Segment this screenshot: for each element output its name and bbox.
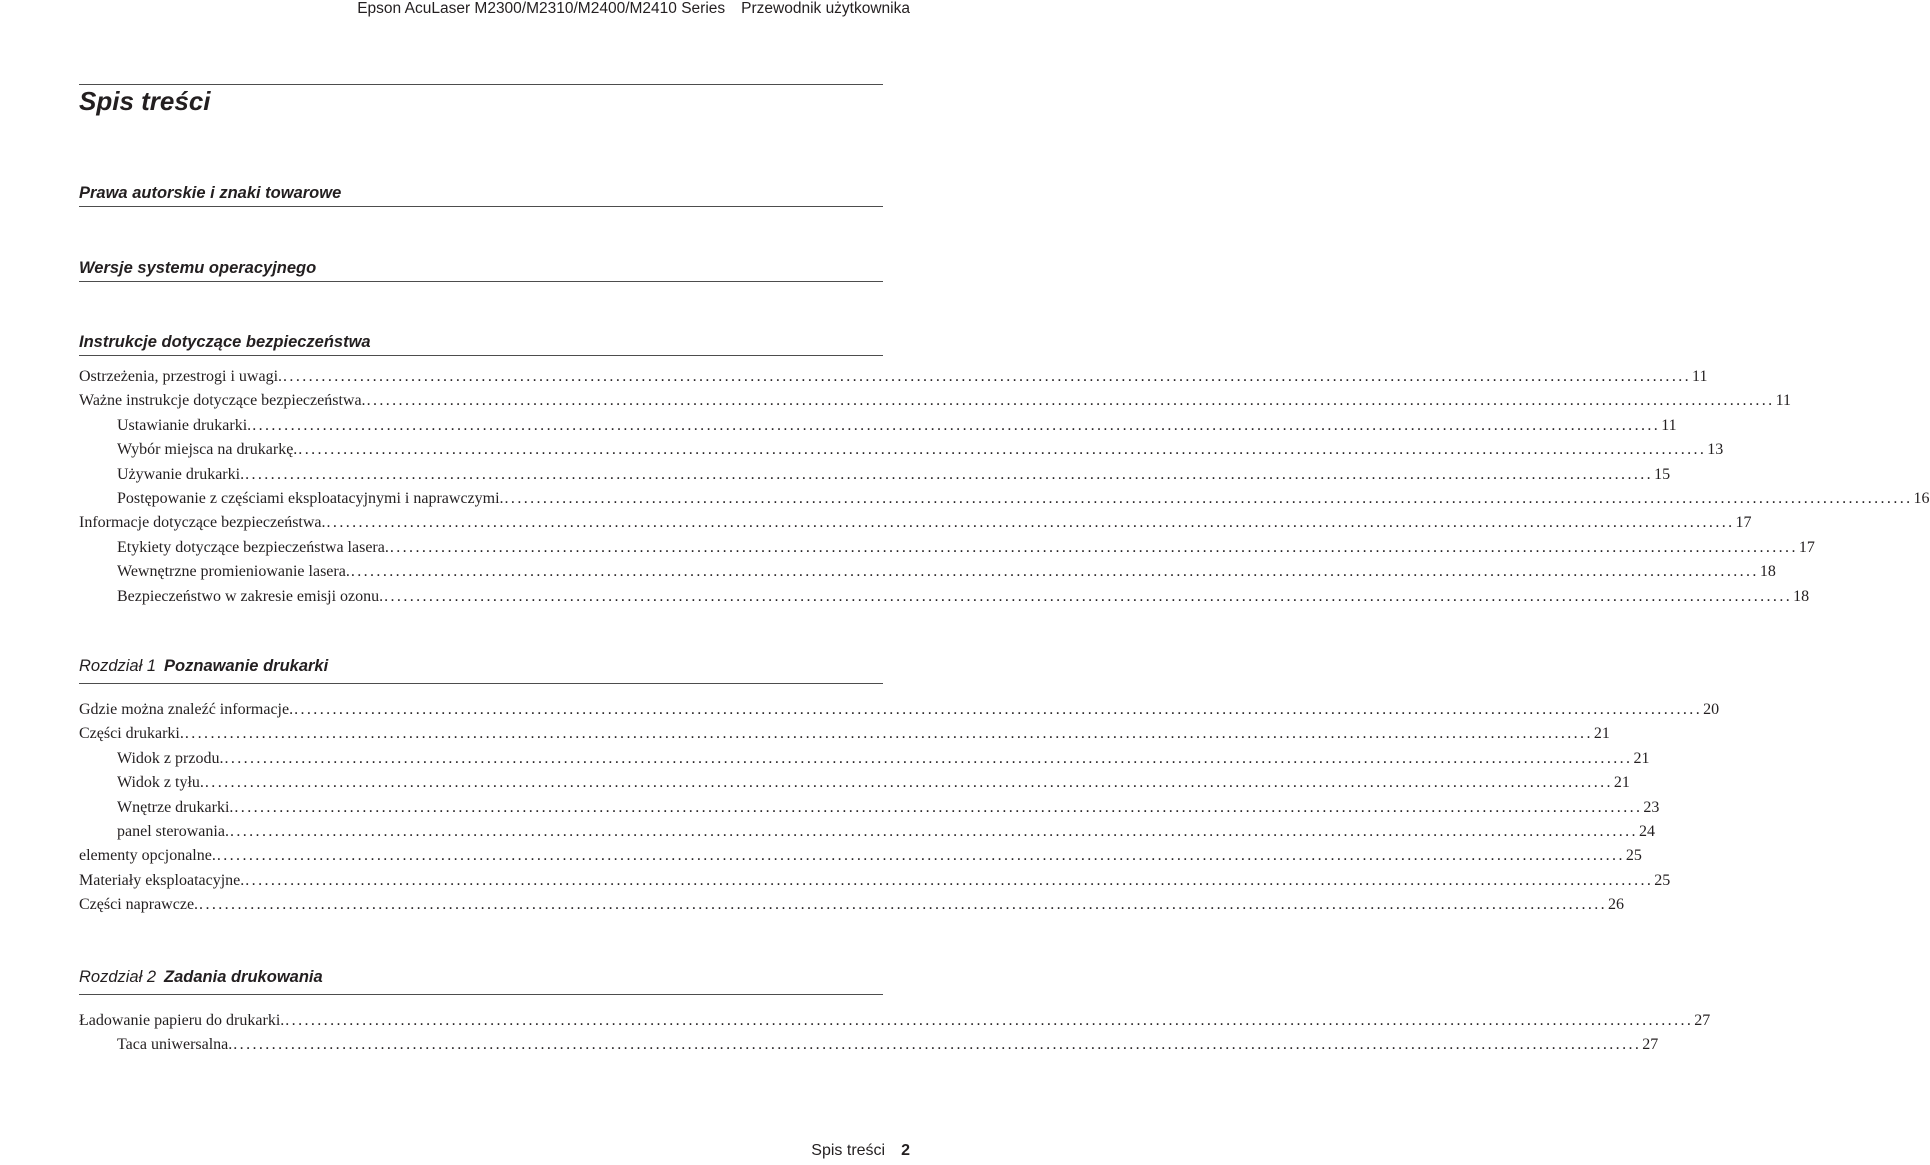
toc-entry-text: Wnętrze drukarki. [117, 798, 234, 816]
toc-entry-text: Etykiety dotyczące bezpieczeństwa lasera. [117, 538, 389, 556]
chapter-label: Rozdział 1 [79, 657, 157, 675]
toc-leader: ............................................................................................................................................................................................................................ [229, 822, 1638, 840]
toc-page-number: 20 [1703, 701, 1720, 718]
header-guide: Przewodnik użytkownika [741, 0, 910, 17]
toc-page-number: 17 [1798, 538, 1815, 556]
toc-entry-text: Części drukarki. [79, 725, 184, 743]
toc-leader: ............................................................................................................................................................................................................................ [298, 441, 1707, 459]
toc-page-number: 26 [1608, 896, 1625, 914]
toc-leader: ............................................................................................................................................................................................................................ [199, 896, 1608, 914]
toc-leader: ............................................................................................................................................................................................................................ [245, 871, 1654, 889]
toc-leader: ............................................................................................................................................................................................................................ [504, 489, 1913, 507]
toc-page-number: 16 [1913, 489, 1930, 507]
toc-leader: ............................................................................................................................................................................................................................ [184, 725, 1593, 743]
toc-entry[interactable] [79, 560, 1776, 584]
toc-leader: ............................................................................................................................................................................................................................ [224, 749, 1633, 767]
toc-entry[interactable] [79, 722, 1610, 746]
section-title-copyright[interactable]: Prawa autorskie i znaki towarowe [79, 184, 342, 202]
toc-entry-text: Wybór miejsca na drukarkę. [117, 441, 298, 459]
toc-entry[interactable] [79, 585, 1810, 609]
header-product: Epson AcuLaser M2300/M2310/M2400/M2410 Series [357, 0, 726, 17]
toc-page-number: 21 [1633, 749, 1650, 767]
toc-page-number: 17 [1735, 514, 1752, 532]
toc-leader: ............................................................................................................................................................................................................................ [294, 701, 1703, 718]
toc-leader: ............................................................................................................................................................................................................................ [233, 1036, 1642, 1054]
section-rule [79, 355, 883, 356]
toc-page-number: 11 [1692, 368, 1708, 385]
toc-entry-text: Części naprawcze. [79, 896, 199, 914]
toc-page-number: 15 [1654, 465, 1671, 483]
toc-entry-text: Gdzie można znaleźć informacje. [79, 701, 294, 718]
footer-label: Spis treści [811, 1142, 886, 1159]
toc-entry[interactable] [79, 1009, 1711, 1033]
toc-entry-text: Wewnętrzne promieniowanie lasera. [117, 563, 350, 581]
toc-entry[interactable] [79, 536, 1815, 560]
toc-page-number: 21 [1613, 774, 1630, 792]
section-rule [79, 281, 883, 282]
toc-leader: ............................................................................................................................................................................................................................ [204, 774, 1613, 792]
chapter-rule [79, 683, 883, 684]
toc-entry[interactable] [79, 438, 1724, 462]
toc-leader: ............................................................................................................................................................................................................................ [389, 538, 1798, 556]
toc-entry-text: Informacje dotyczące bezpieczeństwa. [79, 514, 326, 532]
toc-list-chapter-2 [79, 1009, 1711, 1058]
toc-leader: ............................................................................................................................................................................................................................ [384, 587, 1793, 605]
toc-entry-text: Ważne instrukcje dotyczące bezpieczeństwa. [79, 392, 366, 410]
toc-page-number: 18 [1759, 563, 1776, 581]
toc-entry-text: Materiały eksploatacyjne. [79, 871, 245, 889]
toc-entry-text: panel sterowania. [117, 822, 229, 840]
toc-entry[interactable] [79, 820, 1655, 844]
toc-entry[interactable] [79, 1033, 1659, 1057]
toc-page-number: 11 [1661, 416, 1677, 434]
page-header [357, 0, 910, 22]
toc-entry-text: Ustawianie drukarki. [117, 416, 252, 434]
toc-leader: ............................................................................................................................................................................................................................ [285, 1012, 1694, 1029]
toc-entry-text: Ostrzeżenia, przestrogi i uwagi. [79, 368, 283, 385]
toc-entry-text: elementy opcjonalne. [79, 847, 216, 865]
toc-leader: ............................................................................................................................................................................................................................ [234, 798, 1643, 816]
page-footer [811, 1142, 910, 1160]
chapter-label: Rozdział 2 [79, 968, 157, 986]
toc-leader: ............................................................................................................................................................................................................................ [216, 847, 1625, 865]
title-rule [79, 84, 883, 85]
toc-leader: ............................................................................................................................................................................................................................ [252, 416, 1661, 434]
toc-entry[interactable] [79, 365, 1708, 389]
toc-entry[interactable] [79, 869, 1671, 893]
toc-page-number: 18 [1793, 587, 1810, 605]
toc-entry-text: Widok z przodu. [117, 749, 224, 767]
footer-page-number: 2 [901, 1142, 910, 1159]
toc-entry[interactable] [79, 893, 1625, 917]
section-rule [79, 206, 883, 207]
toc-entry-text: Widok z tyłu. [117, 774, 204, 792]
toc-page-number: 27 [1694, 1012, 1711, 1029]
toc-entry-text: Postępowanie z częściami eksploatacyjnymi i naprawczymi. [117, 489, 504, 507]
toc-entry-text: Ładowanie papieru do drukarki. [79, 1012, 285, 1029]
toc-entry[interactable] [79, 463, 1671, 487]
toc-page-number: 25 [1625, 847, 1642, 865]
toc-page-number: 23 [1643, 798, 1660, 816]
toc-entry[interactable] [79, 796, 1660, 820]
toc-leader: ............................................................................................................................................................................................................................ [366, 392, 1775, 410]
toc-entry[interactable] [79, 844, 1642, 868]
toc-entry[interactable] [79, 771, 1630, 795]
toc-entry[interactable] [79, 511, 1752, 535]
toc-entry[interactable] [79, 747, 1650, 771]
toc-page-number: 13 [1707, 441, 1724, 459]
chapter-title: Zadania drukowania [164, 968, 323, 986]
toc-entry[interactable] [79, 698, 1720, 722]
toc-entry[interactable] [79, 414, 1677, 438]
toc-entry-text: Bezpieczeństwo w zakresie emisji ozonu. [117, 587, 384, 605]
toc-leader: ............................................................................................................................................................................................................................ [245, 465, 1654, 483]
section-title-os-versions[interactable]: Wersje systemu operacyjnego [79, 259, 317, 277]
toc-leader: ............................................................................................................................................................................................................................ [326, 514, 1735, 532]
toc-leader: ............................................................................................................................................................................................................................ [283, 368, 1692, 385]
page-title: Spis treści [79, 86, 211, 116]
toc-entry[interactable] [79, 487, 1930, 511]
chapter-heading-1[interactable] [79, 657, 328, 676]
toc-leader: ............................................................................................................................................................................................................................ [350, 563, 1759, 581]
toc-page-number: 27 [1642, 1036, 1659, 1054]
toc-entry[interactable] [79, 389, 1791, 413]
toc-page-number: 11 [1775, 392, 1791, 410]
toc-entry-text: Używanie drukarki. [117, 465, 245, 483]
toc-list-chapter-1 [79, 698, 1720, 918]
chapter-heading-2[interactable] [79, 968, 323, 987]
toc-list-safety [79, 365, 1930, 609]
toc-page-number: 25 [1654, 871, 1671, 889]
toc-page-number: 21 [1593, 725, 1610, 743]
toc-entry-text: Taca uniwersalna. [117, 1036, 233, 1054]
chapter-rule [79, 994, 883, 995]
chapter-title: Poznawanie drukarki [164, 657, 329, 675]
toc-page-number: 24 [1638, 822, 1655, 840]
section-title-safety[interactable]: Instrukcje dotyczące bezpieczeństwa [79, 333, 371, 351]
